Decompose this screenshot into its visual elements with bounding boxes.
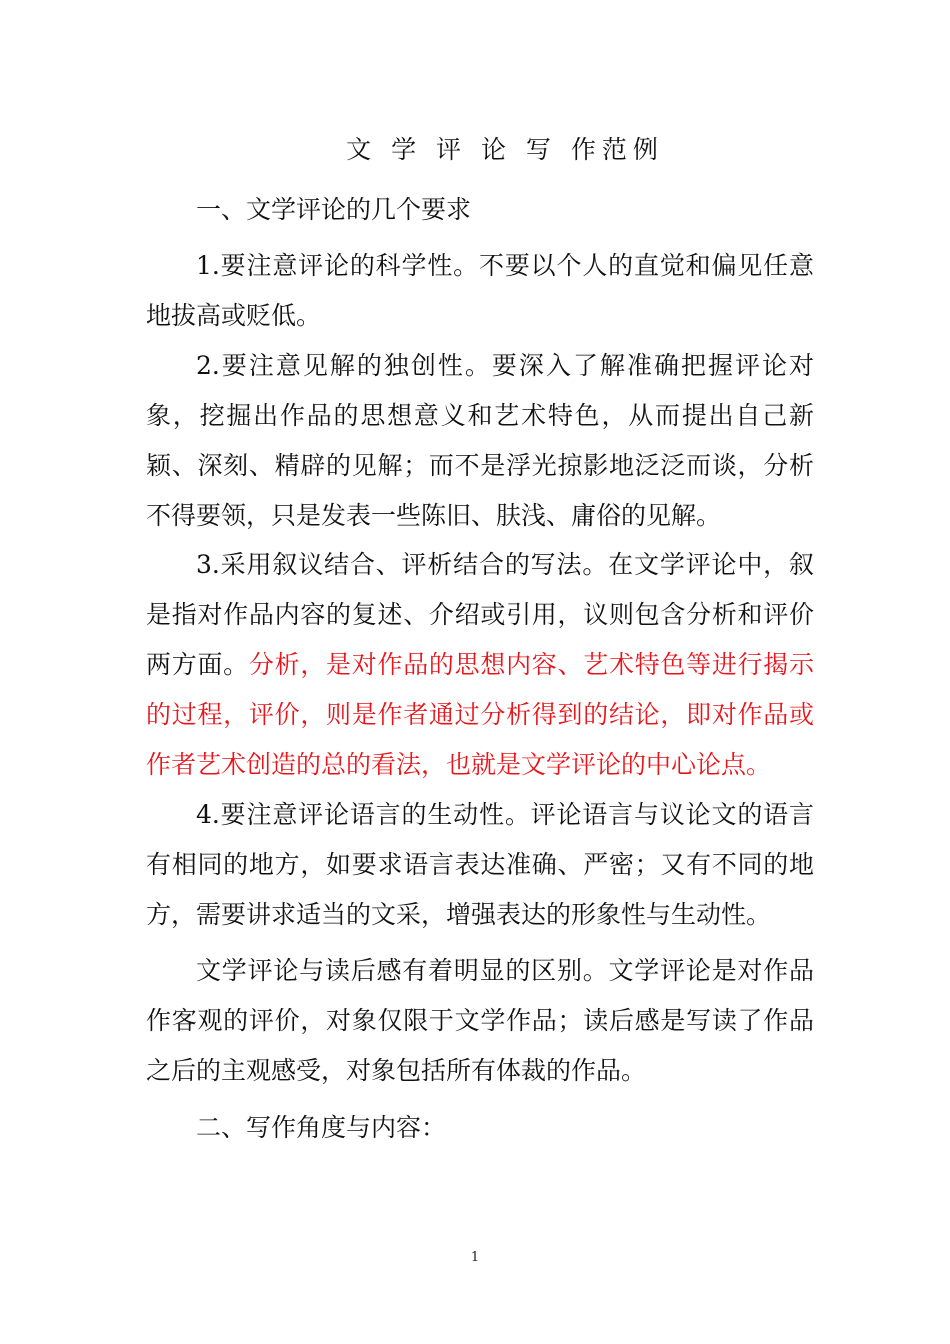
section2-heading: 二、写作角度与内容： xyxy=(196,1113,447,1142)
item3-plain-text: 3.采用叙议结合、评析结合的写法。在文学评论中，叙是指对作品内容的复述、介绍或引用，议则包含分析和评价两方面。 xyxy=(146,550,814,679)
requirement-item-1: 1.要注意评论的科学性。不要以个人的直觉和偏见任意地拔高或贬低。 xyxy=(146,251,814,330)
difference-paragraph: 文学评论与读后感有着明显的区别。文学评论是对作品作客观的评价，对象仅限于文学作品；读后感是写读了作品之后的主观感受，对象包括所有体裁的作品。 xyxy=(146,956,814,1085)
item3-highlighted-text: 分析，是对作品的思想内容、艺术特色等进行揭示的过程，评价，则是作者通过分析得到的结论，即对作品或作者艺术创造的总的看法，也就是文学评论的中心论点。 xyxy=(146,650,814,779)
page-number: 1 xyxy=(470,1250,480,1265)
requirement-item-4: 4.要注意评论语言的生动性。评论语言与议论文的语言有相同的地方，如要求语言表达准确、严密；又有不同的地方，需要讲求适当的文采，增强表达的形象性与生动性。 xyxy=(146,800,814,929)
section1-heading: 一、文学评论的几个要求 xyxy=(196,195,472,224)
requirement-item-3 xyxy=(146,540,814,790)
document-title: 文 学 评 论 写 作范例 xyxy=(346,135,664,164)
requirement-item-2: 2.要注意见解的独创性。要深入了解准确把握评论对象，挖掘出作品的思想意义和艺术特色，从而提出自己新颖、深刻、精辟的见解；而不是浮光掠影地泛泛而谈，分析不得要领，只是发表一些陈旧、肤浅、庸俗的见解。 xyxy=(146,351,814,530)
